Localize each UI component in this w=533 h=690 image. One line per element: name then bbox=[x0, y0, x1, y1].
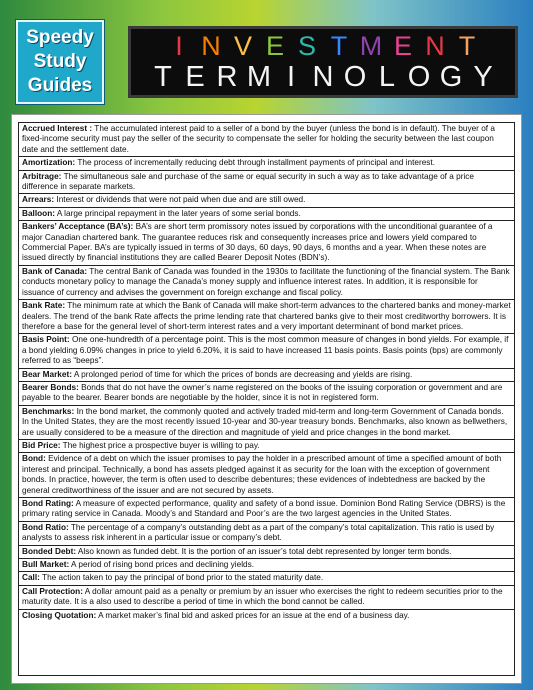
glossary-definition: The central Bank of Canada was founded in the 1930s to facilitate the functioning of the financial system. The Bank conducts monetary policy to manage the Canada’s money supply and influence interest rates. In addition, it is responsible for issuance of currency and advises the government on foreign exchange and fiscal policy. bbox=[22, 266, 510, 297]
glossary-definition: Bonds that do not have the owner’s name registered on the books of the issuing corporation or government and are payable to the bearer. Bearer bonds are negotiable by the holder, since it is not in registered form. bbox=[22, 382, 503, 403]
glossary-definition: BA’s are short term promissory notes issued by corporations with the unconditional guarantee of a major Canadian chartered bank. The guarantee reduces risk and consequently increases price and lowers yield compared to Commercial Paper. BA’s are typically issued in terms of 30 days, 60 days, 90 days, 6 months and a year. When these notes are issued directly by financial institutions they are called Bearer Deposit Notes (BDN’s). bbox=[22, 222, 493, 263]
glossary-entry bbox=[19, 369, 514, 382]
glossary-term: Bear Market: bbox=[22, 369, 72, 379]
investment-letter: I bbox=[175, 31, 183, 61]
investment-letter: N bbox=[201, 31, 221, 61]
glossary-entry bbox=[19, 453, 514, 498]
glossary-term: Amortization: bbox=[22, 158, 76, 168]
investment-letter: M bbox=[359, 31, 383, 61]
glossary-definition: A prolonged period of time for which the prices of bonds are decreasing and yields are rising. bbox=[71, 369, 413, 379]
glossary-term: Accrued Interest : bbox=[22, 124, 93, 133]
glossary-definition: Interest or dividends that were not paid when due and are still owed. bbox=[54, 195, 306, 205]
glossary-entry bbox=[19, 123, 514, 157]
glossary-definition: The accumulated interest paid to a seller of a bond by the buyer (unless the bond is in default). The buyer of a fixed-income security must pay the seller of the security to compensate the seller for holding the security between the last coupon date and the settlement date. bbox=[22, 124, 495, 154]
investment-letter: S bbox=[297, 31, 316, 61]
glossary-definition: In the bond market, the commonly quoted and actively traded mid-term and long-term Government of Canada bonds. In the United States, they are the most recently issued 10-year and 30-year treasury bonds. Benchmarks, also known as bellwethers, are usually considered to be a measure of the direction and magnitude of yield and price changes in the bond market. bbox=[22, 406, 508, 437]
glossary-entry bbox=[19, 300, 514, 334]
glossary-entry bbox=[19, 586, 514, 610]
glossary-term: Arrears: bbox=[22, 195, 55, 205]
terminology-letter: G bbox=[439, 61, 463, 93]
glossary-entry bbox=[19, 522, 514, 546]
glossary-definition: A large principal repayment in the later years of some serial bonds. bbox=[55, 208, 301, 218]
glossary-term: Call: bbox=[22, 573, 40, 583]
glossary-entry bbox=[19, 171, 514, 195]
glossary-entry bbox=[19, 610, 514, 622]
glossary-definition: A measure of expected performance, quality and safety of a bond issue. Dominion Bond Rating Service (DBRS) is the primary rating service in Canada. Moody’s and Standard and Poor’s are the two largest agencies in the United States. bbox=[22, 499, 506, 519]
terminology-letter: M bbox=[246, 61, 272, 93]
glossary-term: Bull Market: bbox=[22, 560, 70, 570]
glossary-entry bbox=[19, 208, 514, 221]
glossary-definition: A period of rising bond prices and declining yields. bbox=[69, 560, 255, 570]
glossary-entry bbox=[19, 382, 514, 406]
glossary-term: Closing Quotation: bbox=[22, 610, 97, 620]
glossary-entry bbox=[19, 266, 514, 300]
glossary-definition: A market maker’s final bid and asked prices for an issue at the end of a business day. bbox=[96, 610, 410, 620]
glossary-entry bbox=[19, 194, 514, 207]
title-banner bbox=[128, 26, 518, 98]
glossary-definition: Evidence of a debt on which the issuer promises to pay the holder in a prescribed amount of time a specified amount of both interest and principal. Technically, a bond has assets pledged against it as security for the loan with the exception of government bonds. In practice, however, the term is often used to describe debentures; these evidences of indebtedness are backed by the general creditworthiness of the issuer and are not secured by assets. bbox=[22, 454, 502, 495]
glossary-entry bbox=[19, 406, 514, 440]
glossary-definition: The simultaneous sale and purchase of the same or equal security in such a way as to take advantage of a price difference in separate markets. bbox=[22, 171, 475, 192]
glossary-entry bbox=[19, 546, 514, 559]
terminology-letter: E bbox=[185, 61, 205, 93]
glossary-term: Bankers’ Acceptance (BA’s): bbox=[22, 222, 134, 232]
glossary-term: Bond: bbox=[22, 454, 46, 464]
glossary-term: Bearer Bonds: bbox=[22, 382, 79, 392]
glossary-definition: The process of incrementally reducing debt through installment payments of principal and interest. bbox=[75, 158, 436, 168]
logo-line-1: Speedy bbox=[26, 27, 94, 48]
glossary-term: Bid Price: bbox=[22, 440, 61, 450]
terminology-letter: L bbox=[378, 61, 396, 93]
glossary-entry bbox=[19, 572, 514, 585]
glossary-term: Benchmarks: bbox=[22, 406, 75, 416]
speedy-study-guides-logo bbox=[16, 20, 104, 104]
logo-line-2: Study bbox=[33, 51, 87, 72]
glossary-list bbox=[18, 122, 515, 676]
terminology-letter: N bbox=[312, 61, 334, 93]
glossary-entry bbox=[19, 334, 514, 368]
glossary-entry bbox=[19, 498, 514, 522]
glossary-term: Call Protection: bbox=[22, 586, 83, 596]
investment-letter: T bbox=[458, 31, 476, 61]
title-terminology bbox=[147, 61, 499, 93]
glossary-term: Bank Rate: bbox=[22, 301, 66, 311]
glossary-definition: The percentage of a company’s outstanding debt as a part of the company’s total capitalization. This ratio is used by analysts to assess risk inherent in a particular issue or company’s debt. bbox=[22, 522, 495, 543]
terminology-letter: O bbox=[407, 61, 431, 93]
glossary-entry bbox=[19, 221, 514, 266]
glossary-definition: A dollar amount paid as a penalty or premium by an issuer who exercises the right to redeem securities prior to the maturity date. It is a also used to describe a period of time in which the bond cannot be called. bbox=[22, 586, 503, 607]
investment-letter: E bbox=[265, 31, 284, 61]
terminology-letter: O bbox=[343, 61, 367, 93]
glossary-term: Arbitrage: bbox=[22, 171, 62, 181]
glossary-term: Bond Rating: bbox=[22, 499, 74, 508]
terminology-letter: Y bbox=[473, 61, 493, 93]
glossary-term: Bond Ratio: bbox=[22, 522, 69, 532]
title-investment bbox=[163, 31, 483, 61]
glossary-term: Balloon: bbox=[22, 208, 55, 218]
glossary-definition: One one-hundredth of a percentage point. This is the most common measure of changes in bond yields. For example, if a bond yielding 6.09% changes in price to yield 6.20%, it is said to have increased 11 basis points. Basis points (bps) are commonly referred to as “beeps”. bbox=[22, 335, 509, 366]
investment-letter: E bbox=[393, 31, 412, 61]
investment-letter: N bbox=[425, 31, 445, 61]
glossary-definition: The action taken to pay the principal of bond prior to the stated maturity date. bbox=[39, 573, 324, 583]
glossary-entry bbox=[19, 440, 514, 453]
glossary-entry bbox=[19, 559, 514, 572]
glossary-term: Bonded Debt: bbox=[22, 546, 77, 556]
glossary-term: Bank of Canada: bbox=[22, 266, 88, 276]
glossary-definition: The minimum rate at which the Bank of Canada will make short-term advances to the chartered banks and money-market dealers. The trend of the bank Rate affects the prime lending rate that chartered banks give to their most creditworthy borrowers. It is therefore a base for the general level of short-term interest rates and a very important determinant of bond market prices. bbox=[22, 301, 511, 331]
glossary-panel bbox=[11, 114, 522, 684]
investment-letter: V bbox=[233, 31, 252, 61]
investment-letter: T bbox=[330, 31, 348, 61]
glossary-definition: Also known as funded debt. It is the portion of an issuer’s total debt represented by longer term bonds. bbox=[76, 546, 452, 556]
terminology-letter: I bbox=[286, 61, 296, 93]
terminology-letter: R bbox=[216, 61, 238, 93]
glossary-definition: The highest price a prospective buyer is willing to pay. bbox=[60, 440, 260, 450]
terminology-letter: T bbox=[154, 61, 172, 93]
glossary-term: Basis Point: bbox=[22, 335, 70, 345]
glossary-entry bbox=[19, 157, 514, 170]
logo-line-3: Guides bbox=[27, 75, 93, 96]
